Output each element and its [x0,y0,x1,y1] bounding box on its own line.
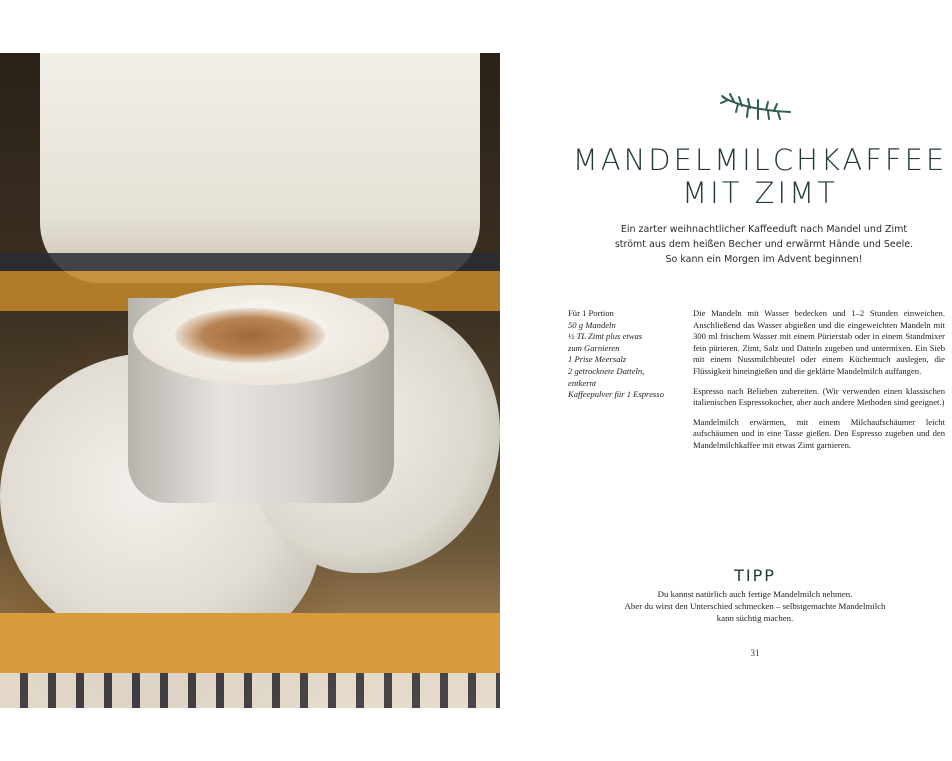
title-line-2: MIT ZIMT [682,176,838,210]
tip-text [590,589,920,624]
recipe-title [560,144,952,210]
intro-line: Ein zarter weihnachtlicher Kaffeeduft nach Mandel und Zimt [620,224,908,235]
ingredients-list [568,308,680,401]
tip-line: Du kannst natürlich auch fertige Mandelmilch nehmen. [657,589,853,599]
recipe-photo [0,53,500,708]
ingredient-item: zum Garnieren [568,342,620,353]
intro-line: strömt aus dem heißen Becher und erwärmt Hände und Seele. [614,239,914,250]
intro-line: So kann ein Morgen im Advent beginnen! [665,254,863,265]
tip-heading: TIPP [734,566,776,585]
step-paragraph: Espresso nach Belieben zubereiten. (Wir verwenden einen klassischen italienischen Espressokocher, aber auch andere Methoden sind geeignet.) [693,385,945,408]
ingredient-item: ½ TL Zimt plus etwas [568,331,643,342]
ingredient-item: Kaffeepulver für 1 Espresso [568,389,664,400]
preparation-steps [693,308,945,460]
leaf-sprig-icon [718,88,794,124]
step-paragraph: Die Mandeln mit Wasser bedecken und 1–2 Stunden einweichen. Anschließend das Wasser abgießen und die eingeweichten Mandeln mit 300 ml frischem Wasser mit einem Pürierstab oder in einem Standmixer fein pürieren. Zimt, Salz und Datteln zugeben und untermixen. Ein Sieb mit einem Nussmilchbeutel oder einem Küchentuch auslegen, die Flüssigkeit hineingießen und die geklärte Mandelmilch auffangen. [693,308,945,376]
title-line-1: MANDELMILCHKAFFEE [572,143,948,177]
page-number: 31 [750,648,760,658]
ingredient-item: 50 g Mandeln [568,319,616,330]
ingredient-item: 2 getrocknete Datteln, [568,365,645,376]
step-paragraph: Mandelmilch erwärmen, mit einem Milchaufschäumer leicht aufschäumen und in eine Tasse gießen. Den Espresso zugeben und den Mandelmilchkaffee mit etwas Zimt garnieren. [693,416,945,450]
tip-line: Aber du wirst den Unterschied schmecken – selbstgemachte Mandelmilch [624,600,886,611]
tip-line: kann süchtig machen. [716,612,794,623]
ingredient-item: entkernt [568,377,597,388]
ingredient-item: 1 Prise Meersalz [568,354,627,365]
ingredients-heading: Für 1 Portion [568,308,614,318]
recipe-intro [596,222,932,267]
